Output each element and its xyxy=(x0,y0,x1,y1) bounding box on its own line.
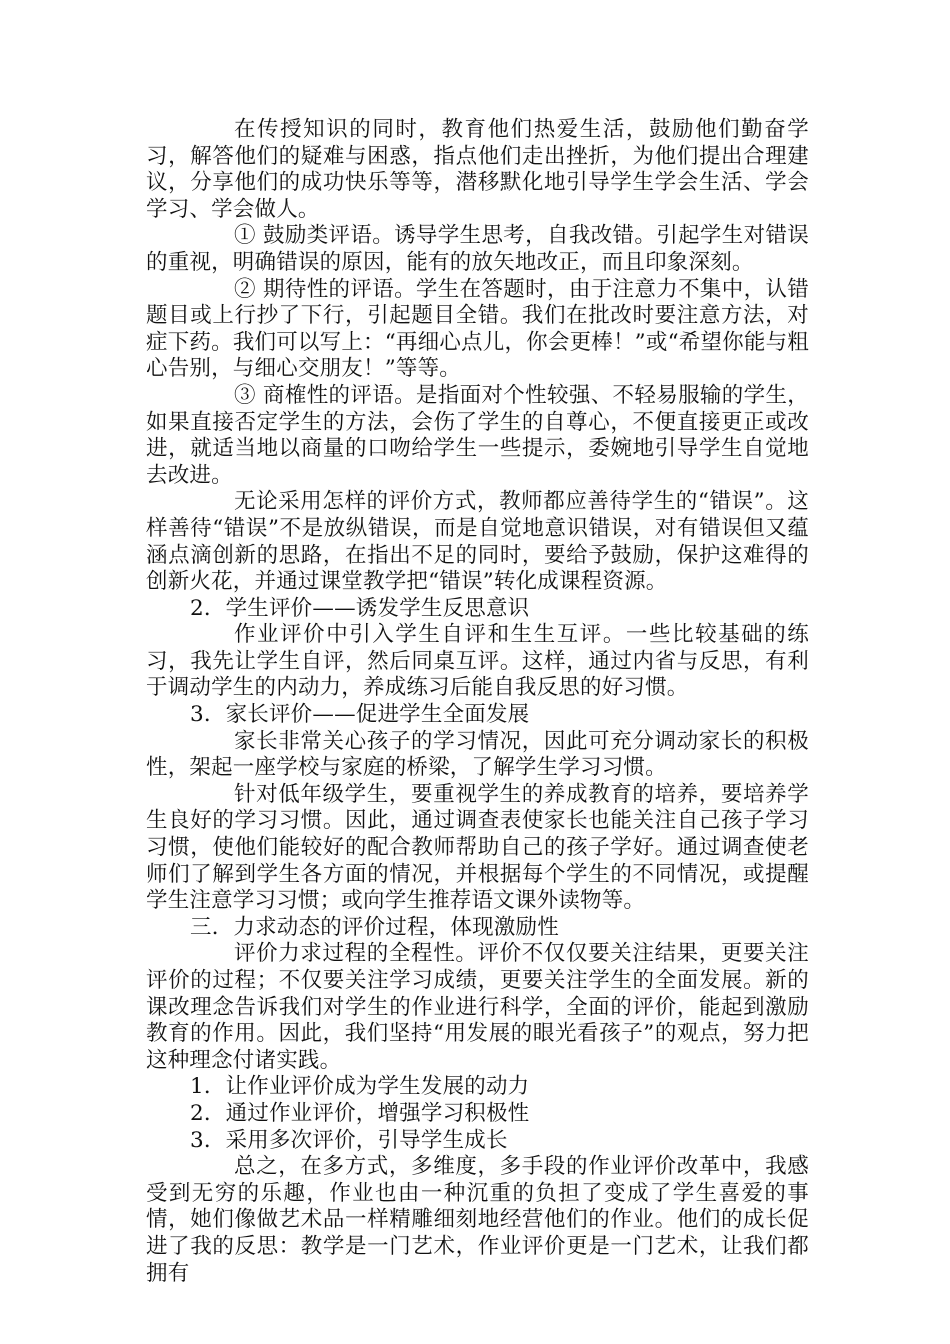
paragraph-parent-involvement: 家长非常关心孩子的学习情况，因此可充分调动家长的积极性，架起一座学校与家庭的桥梁，了解学生学习习惯。 xyxy=(146,728,809,781)
heading-student-evaluation: 2．学生评价——诱发学生反思意识 xyxy=(190,595,530,621)
paragraph-study-habits: 针对低年级学生，要重视学生的养成教育的培养，要培养学生良好的学习习惯。因此，通过调查表使家长也能关注自己孩子学习习惯，使他们能较好的配合教师帮助自己的孩子学好。通过调查使老师们了解到学生各方面的情况，并根据每个学生的不同情况，或提醒学生注意学习习惯；或向学生推荐语文课外读物等。 xyxy=(146,781,809,914)
list-item-2: 2．通过作业评价，增强学习积极性 xyxy=(190,1100,530,1126)
paragraph-self-peer-review: 作业评价中引入学生自评和生生互评。一些比较基础的练习，我先让学生自评，然后同桌互评。这样，通过内省与反思，有利于调动学生的内动力，养成练习后能自我反思的好习惯。 xyxy=(146,622,809,701)
paragraph-conclusion: 总之，在多方式，多维度，多手段的作业评价改革中，我感受到无穷的乐趣，作业也由一种沉重的负担了变成了学生喜爱的事情，她们像做艺术品一样精雕细刻地经营他们的作业。他们的成长促进了我的反思：教学是一门艺术，作业评价更是一门艺术，让我们都拥有 xyxy=(146,1154,809,1286)
paragraph-consultative-comments: ③ 商榷性的评语。是指面对个性较强、不轻易服输的学生，如果直接否定学生的方法，会伤了学生的自尊心，不便直接更正或改进，就适当地以商量的口吻给学生一些提示，委婉地引导学生自觉地去改进。 xyxy=(146,382,809,488)
list-item-3: 3．采用多次评价，引导学生成长 xyxy=(190,1127,508,1153)
paragraph-treat-errors: 无论采用怎样的评价方式，教师都应善待学生的“错误”。这样善待“错误”不是放纵错误，而是自觉地意识错误，对有错误但又蕴涵点滴创新的思路，在指出不足的同时，要给予鼓励，保护这难得的创新火花，并通过课堂教学把“错误”转化成课程资源。 xyxy=(146,489,809,595)
document-body xyxy=(146,117,809,1287)
paragraph-process-evaluation: 评价力求过程的全程性。评价不仅仅要关注结果，更要关注评价的过程；不仅要关注学习成绩，更要关注学生的全面发展。新的课改理念告诉我们对学生的作业进行科学，全面的评价，能起到激励教育的作用。因此，我们坚持“用发展的眼光看孩子”的观点，努力把这种理念付诸实践。 xyxy=(146,941,809,1073)
list-item-1: 1．让作业评价成为学生发展的动力 xyxy=(190,1074,530,1100)
paragraph-expectant-comments: ② 期待性的评语。学生在答题时，由于注意力不集中，认错题目或上行抄了下行，引起题目全错。我们在批改时要注意方法，对症下药。我们可以写上：“再细心点儿，你会更棒！”或“希望你能与粗心告别，与细心交朋友！”等等。 xyxy=(146,276,809,382)
heading-parent-evaluation: 3．家长评价——促进学生全面发展 xyxy=(190,702,530,728)
paragraph-encouraging-comments: ① 鼓励类评语。诱导学生思考，自我改错。引起学生对错误的重视，明确错误的原因，能有的放矢地改正，而且印象深刻。 xyxy=(146,223,809,275)
paragraph-intro: 在传授知识的同时，教育他们热爱生活，鼓励他们勤奋学习，解答他们的疑难与困惑，指点他们走出挫折，为他们提出合理建议，分享他们的成功快乐等等，潜移默化地引导学生学会生活、学会学习、学会做人。 xyxy=(146,117,809,222)
heading-dynamic-evaluation: 三．力求动态的评价过程，体现激励性 xyxy=(190,914,559,940)
